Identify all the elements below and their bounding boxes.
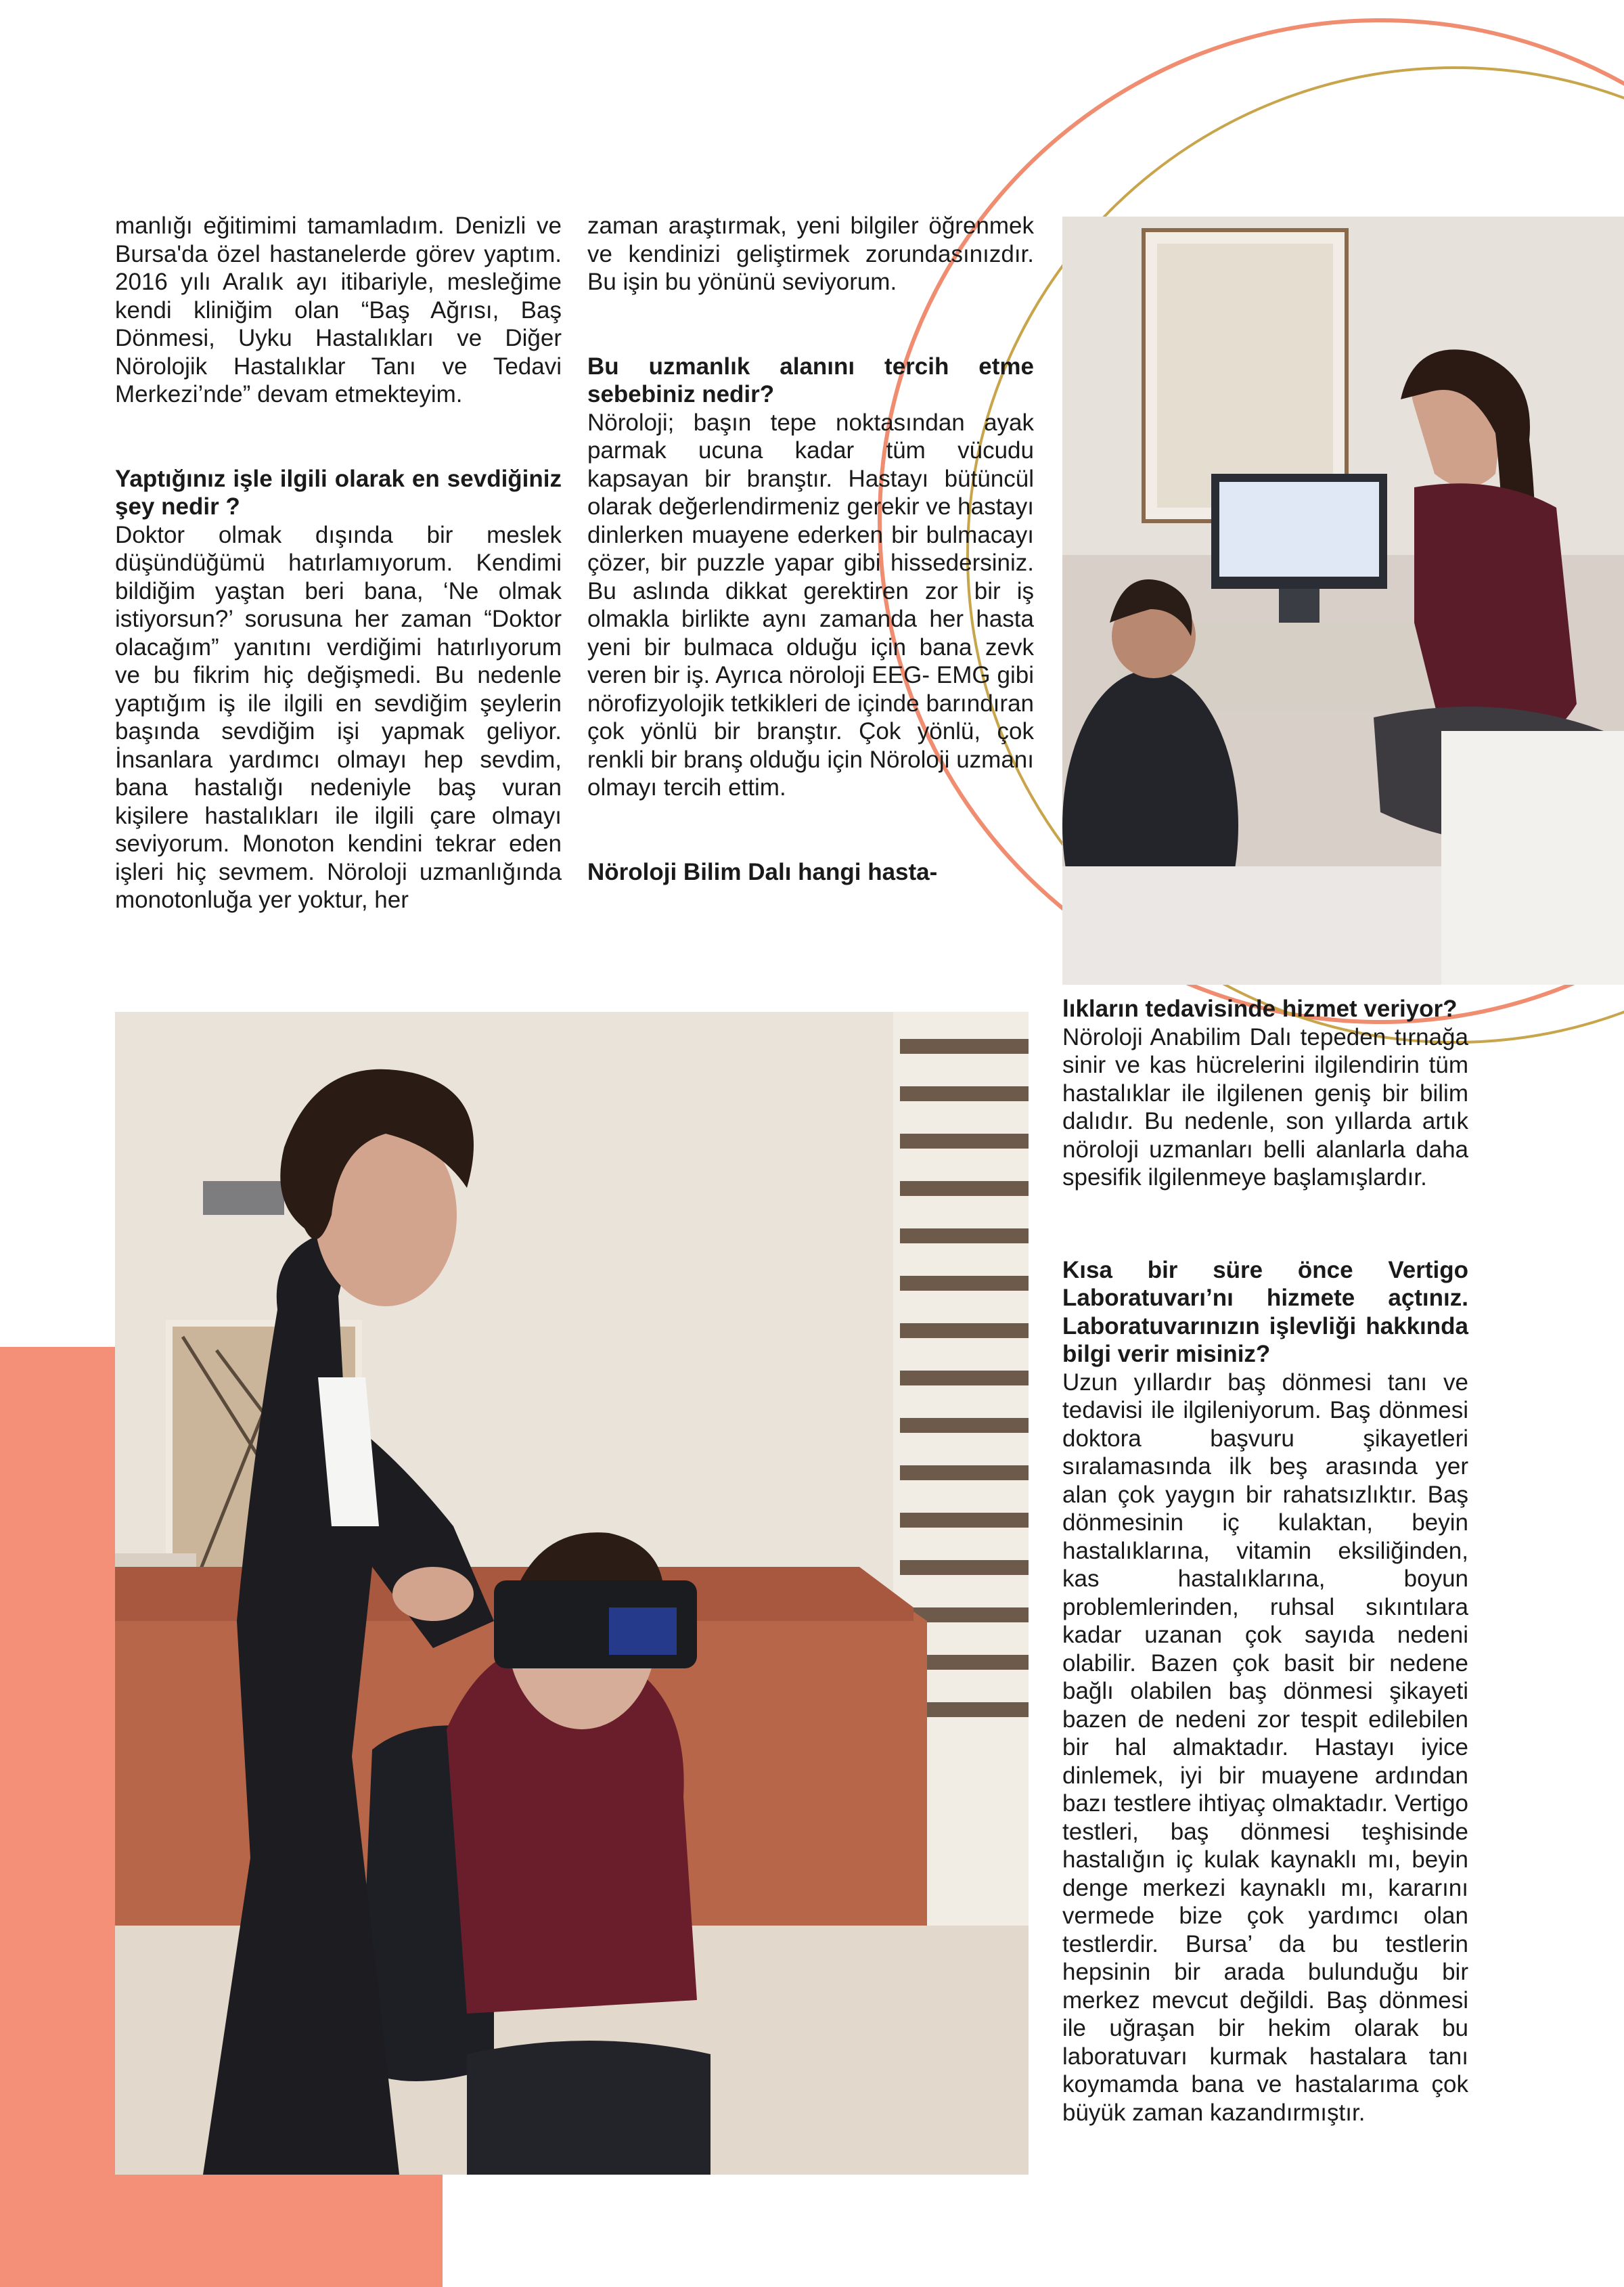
- paragraph: manlığı eğitimimi tamamladım. Denizli ve Bursa'da özel hastanelerde görev yaptım. 2016 yılı Aralık ayı itibariyle, mesleğime kendi kliniğim olan “Baş Ağrısı, Baş Dönmesi, Uyku Hastalıkları ve Diğer Nörolojik Hastalıklar Tanı ve Tedavi Merkezi’nde” devam etmekteyim.: [115, 213, 562, 407]
- photo-doctor-at-desk: [1062, 217, 1624, 985]
- article-column-3: [1062, 995, 1468, 2127]
- interview-question: Nöroloji Bilim Dalı hangi hasta-: [587, 858, 938, 885]
- paragraph: zaman araştırmak, yeni bilgiler öğrenmek ve kendinizi geliştirmek zorundasınızdır. Bu işin bu yönünü seviyorum.: [587, 213, 1034, 295]
- interview-question: Yaptığınız işle ilgili olarak en sevdiğiniz şey nedir ?: [115, 465, 562, 520]
- article-column-1: [115, 212, 562, 914]
- paragraph: Doktor olmak dışında bir meslek düşündüğümü hatırlamıyorum. Kendimi bildiğim yaştan beri bana, ‘Ne olmak istiyorsun?’ sorusuna her zaman “Doktor olacağım” yanıtını verdiğimi hatırlıyorum ve bu fikrim hiç değişmedi. Bu nedenle yaptığım iş ile ilgili en sevdiğim şeylerin başında sevdiğim işi yapmak geliyor. İnsanlara yardımcı olmayı hep sevdim, bana hastalığı nedeniyle baş vuran kişilere hastalıkları ile ilgili çare olmayı seviyorum. Monoton kendini tekrar eden işleri hiç sevmem. Nöroloji uzmanlığında monotonluğa yer yoktur, her: [115, 521, 562, 913]
- paragraph: Nöroloji; başın tepe noktasından ayak parmak ucuna kadar tüm vücudu kapsayan bir branştır. Hastayı bütüncül olarak değerlendirmeniz gerekir ve hastayı dinlerken muayene ederken bir bulmacayı çözer, bir puzzle yapar gibi hissedersiniz. Bu aslında dikkat gerektiren zor bir iş olmakla birlikte aynı zamanda her hasta yeni bir bulmaca olduğu için bana zevk veren bir iş. Ayrıca nöroloji EEG- EMG gibi nörofizyolojik tetkikleri de içinde barındıran çok yönlü bir branştır. Çok yönlü, çok renkli bir branş olduğu için Nöroloji uzmanı olmayı tercih ettim.: [587, 409, 1034, 801]
- photo-vertigo-goggles-exam: [115, 1012, 1029, 2175]
- interview-question: Kısa bir süre önce Vertigo Laboratuvarı’nı hizmete açtınız. Laboratuvarınızın işlevliği hakkında bilgi verir misiniz?: [1062, 1256, 1468, 1367]
- article-column-2: [587, 212, 1034, 886]
- paragraph: Uzun yıllardır baş dönmesi tanı ve tedavisi ile ilgileniyorum. Baş dönmesi doktora başvuru şikayetleri sıralamasında ilk beş arasında yer alan çok yaygın bir rahatsızlıktır. Baş dönmesinin iç kulaktan, beyin hastalıklarına, vitamin eksiliğinden, kas hastalıklarına, boyun problemlerinden, ruhsal sıkıntılara kadar uzanan çok sayıda nedeni olabilir. Bazen çok basit bir nedene bağlı olabilen baş dönmesi şikayeti bazen de nedeni zor tespit edilebilen bir hal almaktadır. Hastayı iyice dinlemek, iyi bir muayene ardından bazı testlere ihtiyaç olmaktadır. Vertigo testleri, baş dönmesi teşhisinde hastalığın iç kulak kaynaklı mı, beyin denge merkezi kaynaklı mı, kararını vermede bize çok yardımcı olan testlerdir. Bursa’ da bu testlerin hepsinin bir arada bulunduğu bir merkez mevcut değildi. Baş dönmesi ile uğraşan bir hekim olarak bu laboratuvarı kurmak hastalara tanı koymamda bana ve hastalarıma çok büyük zaman kazandırmıştır.: [1062, 1369, 1468, 2126]
- paragraph: Nöroloji Anabilim Dalı tepeden tırnağa sinir ve kas hücrelerini ilgilendirin tüm hastalıklar ile ilgilenen geniş bir bilim dalıdır. Bu nedenle, son yıllarda artık nöroloji uzmanları belli alanlarla daha spesifik ilgilenmeye başlamışlardır.: [1062, 1023, 1468, 1191]
- interview-question: lıkların tedavisinde hizmet veriyor?: [1062, 996, 1458, 1022]
- interview-question: Bu uzmanlık alanını tercih etme sebebiniz nedir?: [587, 353, 1034, 407]
